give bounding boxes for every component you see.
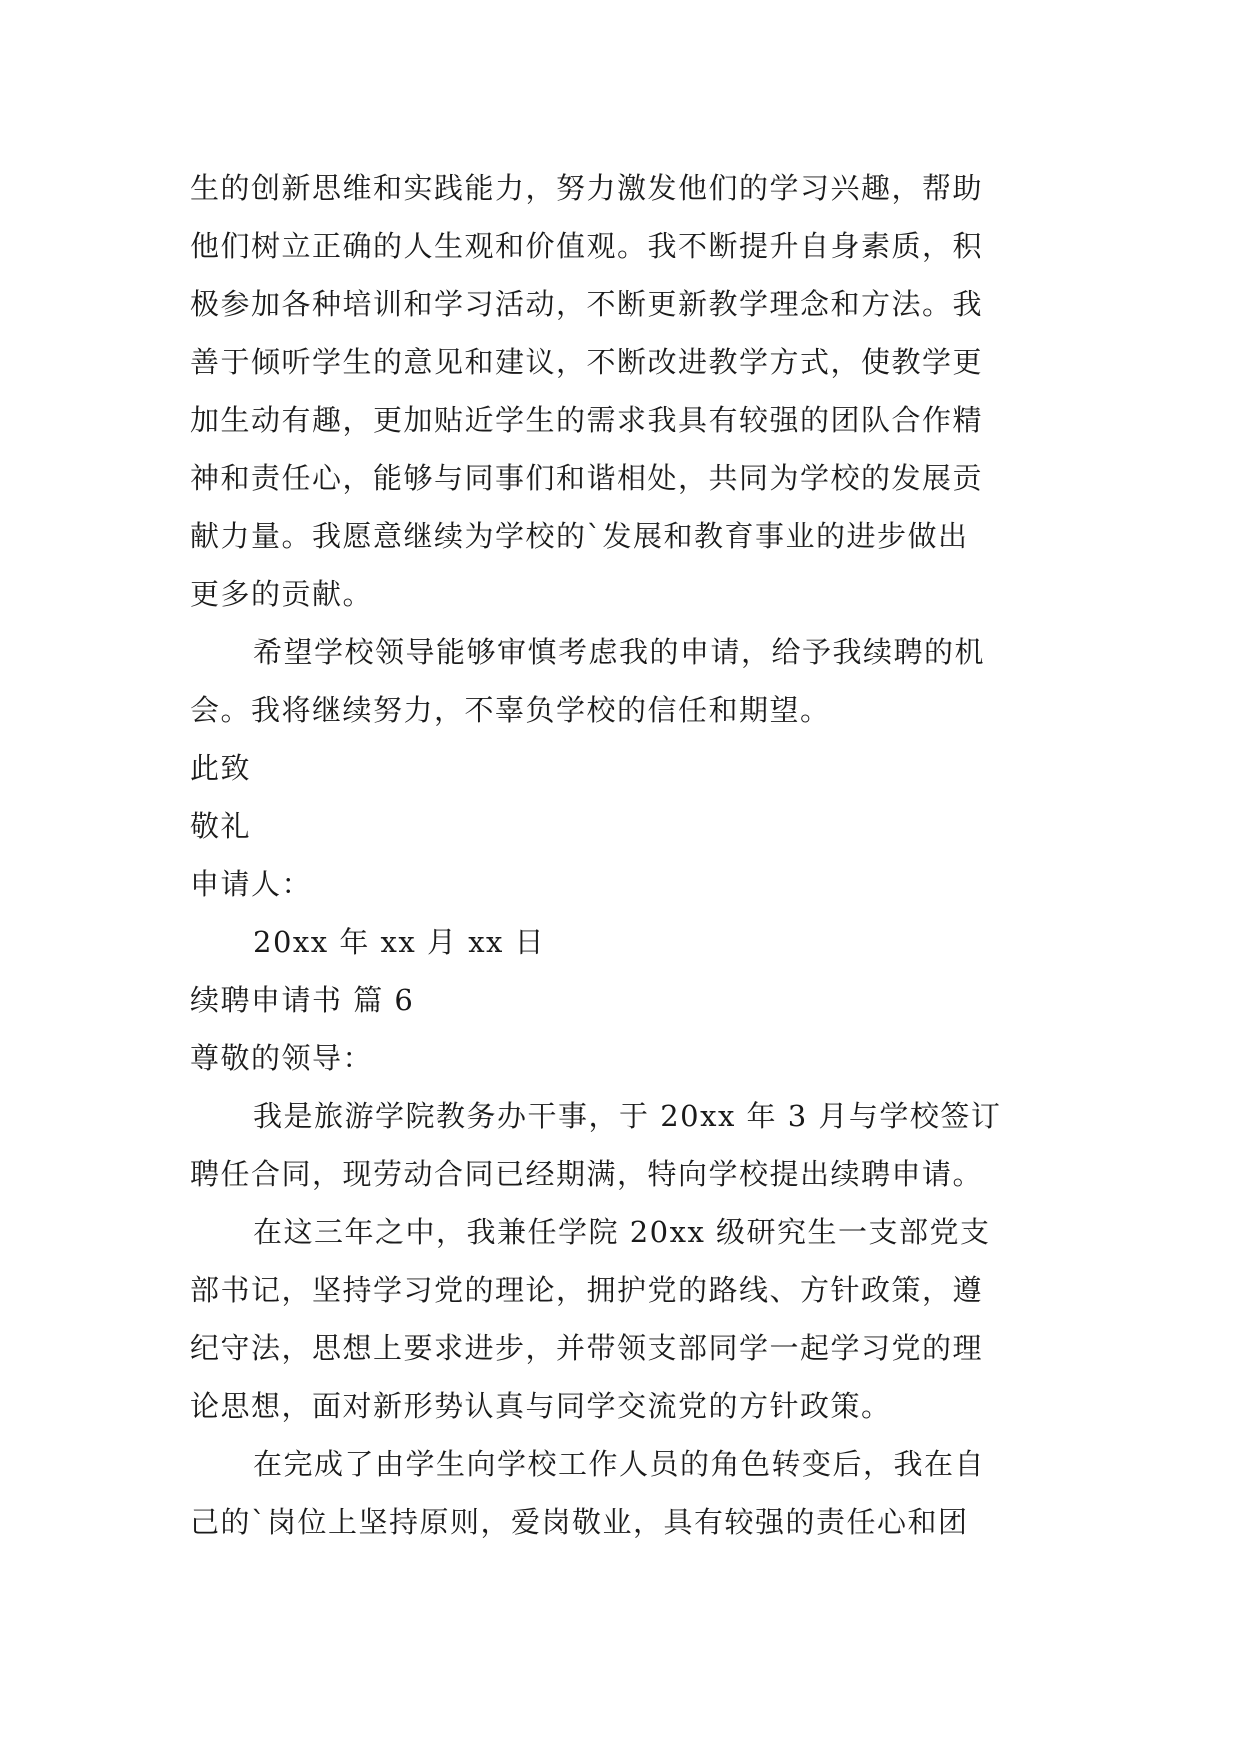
text-line: 生的创新思维和实践能力，努力激发他们的学习兴趣，帮助	[190, 171, 984, 205]
text-line: 神和责任心，能够与同事们和谐相处，共同为学校的发展贡	[190, 461, 984, 495]
text-line: 己的`岗位上坚持原则，爱岗敬业，具有较强的责任心和团	[190, 1505, 969, 1539]
text-line: 部书记，坚持学习党的理论，拥护党的路线、方针政策，遵	[190, 1273, 984, 1307]
salutation: 尊敬的领导：	[190, 1041, 374, 1075]
text-line: 极参加各种培训和学习活动，不断更新教学理念和方法。我	[190, 287, 984, 321]
text-line: 加生动有趣，更加贴近学生的需求我具有较强的团队合作精	[190, 403, 984, 437]
text-line: 聘任合同，现劳动合同已经期满，特向学校提出续聘申请。	[190, 1157, 984, 1191]
date-line: 20xx 年 xx 月 xx 日	[253, 925, 546, 959]
text-line: 希望学校领导能够审慎考虑我的申请，给予我续聘的机	[253, 635, 986, 669]
text-line: 献力量。我愿意继续为学校的`发展和教育事业的进步做出	[190, 519, 969, 553]
applicant-line: 申请人：	[190, 867, 313, 901]
section-heading: 续聘申请书 篇 6	[190, 983, 415, 1017]
text-line: 他们树立正确的人生观和价值观。我不断提升自身素质，积	[190, 229, 984, 263]
text-line: 会。我将继续努力，不辜负学校的信任和期望。	[190, 693, 831, 727]
text-line: 我是旅游学院教务办干事，于 20xx 年 3 月与学校签订	[253, 1099, 1002, 1133]
text-line: 更多的贡献。	[190, 577, 374, 611]
text-line: 善于倾听学生的意见和建议，不断改进教学方式，使教学更	[190, 345, 984, 379]
closing-line: 此致	[190, 751, 252, 785]
text-line: 纪守法，思想上要求进步，并带领支部同学一起学习党的理	[190, 1331, 984, 1365]
text-line: 在这三年之中，我兼任学院 20xx 级研究生一支部党支	[253, 1215, 991, 1249]
closing-line: 敬礼	[190, 809, 252, 843]
text-line: 在完成了由学生向学校工作人员的角色转变后，我在自	[253, 1447, 986, 1481]
text-line: 论思想，面对新形势认真与同学交流党的方针政策。	[190, 1389, 892, 1423]
